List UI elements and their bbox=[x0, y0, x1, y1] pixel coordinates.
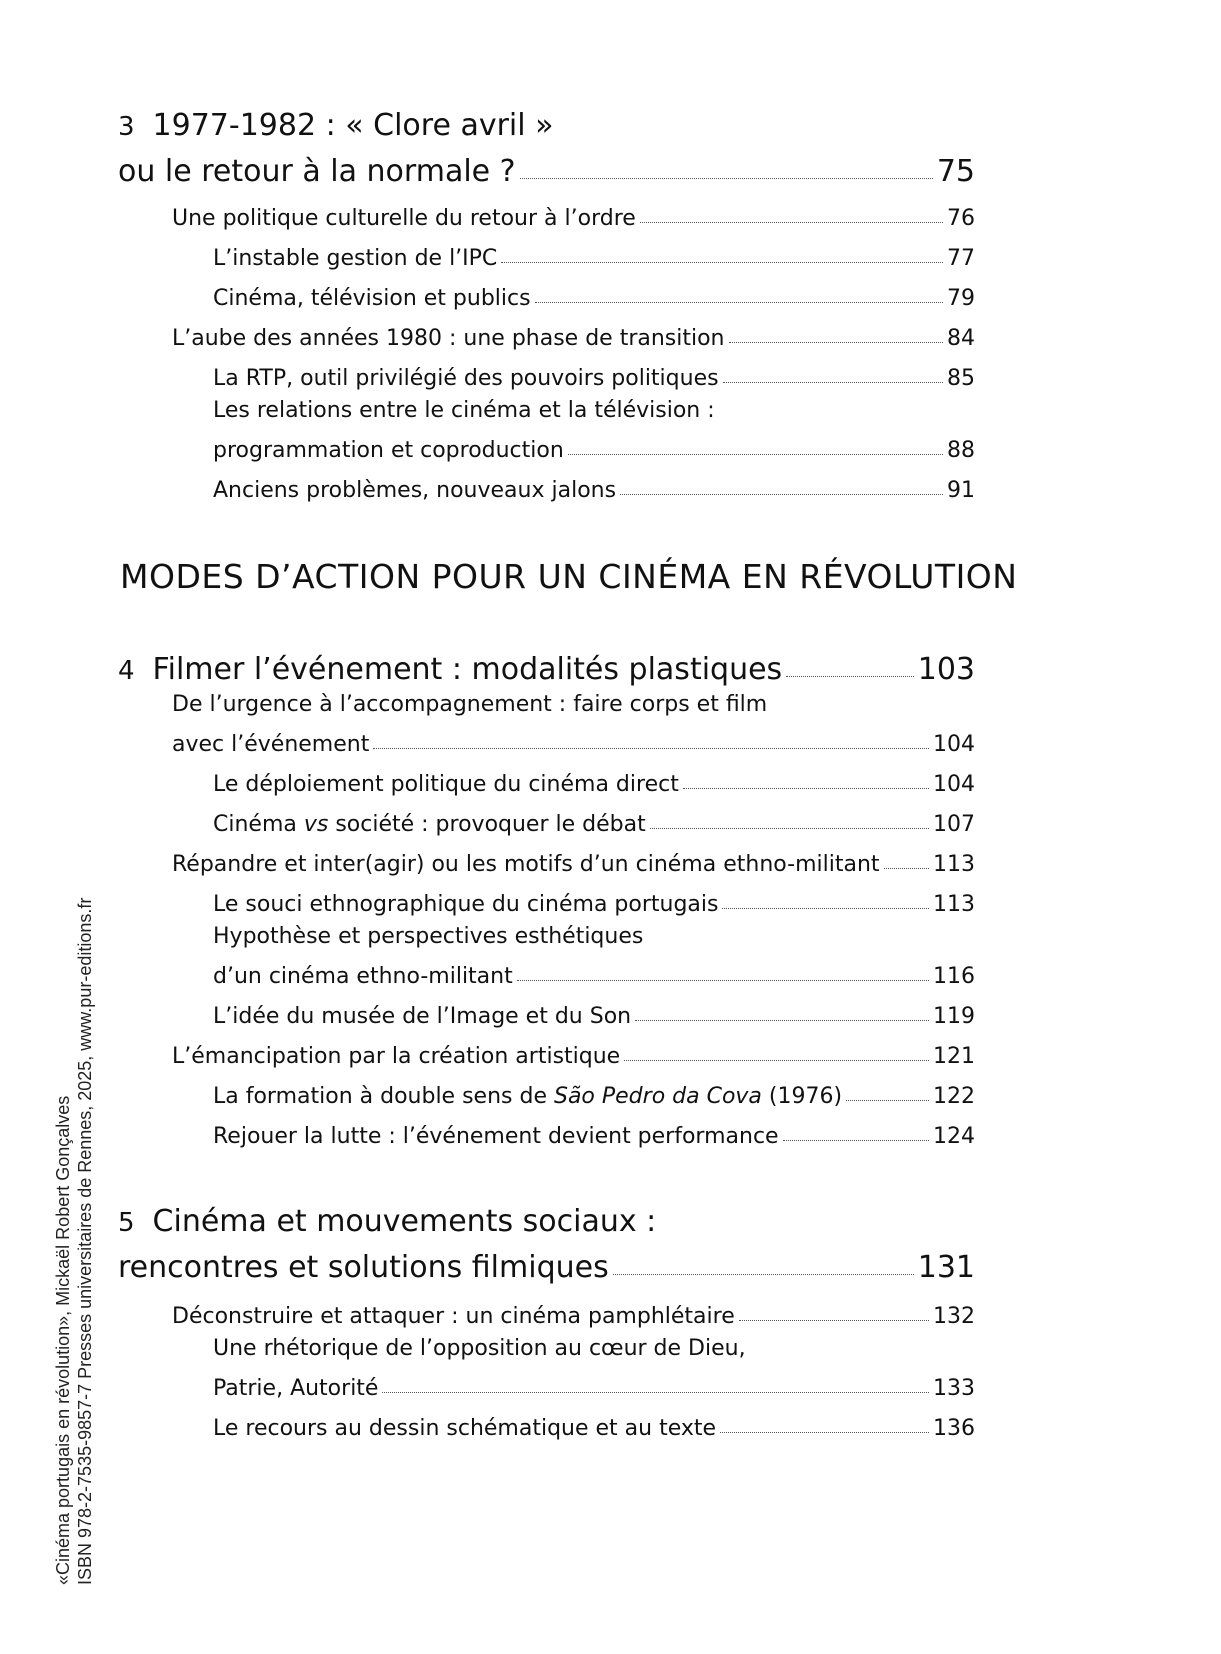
dot-leader bbox=[635, 1020, 929, 1021]
dot-leader bbox=[846, 1100, 929, 1101]
entry-title-line2: Patrie, Autorité bbox=[213, 1376, 379, 1401]
entry-title: Une politique culturelle du retour à l’ordre bbox=[172, 206, 636, 231]
chapter-number: 5 bbox=[118, 1208, 135, 1238]
dot-leader bbox=[517, 980, 929, 981]
dot-leader bbox=[783, 1140, 929, 1141]
side-note-line1: «Cinéma portugais en révolution», Mickaël Robert Gonçalves bbox=[53, 1095, 73, 1585]
entry-title: La formation à double sens de São Pedro da Cova (1976) bbox=[213, 1084, 843, 1109]
page-number: 122 bbox=[933, 1084, 975, 1109]
entry-title: Le déploiement politique du cinéma direct bbox=[213, 772, 679, 797]
page-number: 132 bbox=[933, 1304, 975, 1329]
page-number: 124 bbox=[933, 1124, 975, 1149]
toc-entry[interactable] bbox=[172, 1304, 975, 1329]
toc-entry[interactable] bbox=[172, 326, 975, 351]
page-number: 91 bbox=[947, 478, 975, 503]
toc-entry[interactable] bbox=[213, 438, 975, 463]
page-number: 76 bbox=[947, 206, 975, 231]
chapter-title-line2: rencontres et solutions filmiques bbox=[118, 1250, 609, 1285]
toc-entry[interactable] bbox=[172, 732, 975, 757]
chapter-5-title-line[interactable] bbox=[118, 1250, 975, 1285]
toc-entry[interactable] bbox=[172, 1044, 975, 1069]
toc-entry[interactable] bbox=[172, 852, 975, 877]
entry-title: L’idée du musée de l’Image et du Son bbox=[213, 1004, 632, 1029]
entry-title-line2: avec l’événement bbox=[172, 732, 370, 757]
toc-entry[interactable] bbox=[213, 286, 975, 311]
page-number: 119 bbox=[933, 1004, 975, 1029]
dot-leader bbox=[650, 828, 929, 829]
page-number: 103 bbox=[917, 652, 975, 687]
dot-leader bbox=[723, 382, 943, 383]
chapter-title: Filmer l’événement : modalités plastiques bbox=[152, 652, 783, 687]
toc-entry[interactable] bbox=[213, 246, 975, 271]
page-number: 104 bbox=[933, 772, 975, 797]
entry-title: La RTP, outil privilégié des pouvoirs politiques bbox=[213, 366, 719, 391]
dot-leader bbox=[722, 908, 929, 909]
dot-leader bbox=[640, 222, 943, 223]
page-number: 85 bbox=[947, 366, 975, 391]
page-number: 75 bbox=[936, 154, 975, 189]
entry-title: Anciens problèmes, nouveaux jalons bbox=[213, 478, 617, 503]
entry-title-line1: De l’urgence à l’accompagnement : faire corps et film bbox=[172, 692, 768, 717]
chapter-title-line1: Cinéma et mouvements sociaux : bbox=[152, 1204, 657, 1239]
entry-title-line2: programmation et coproduction bbox=[213, 438, 564, 463]
chapter-number: 4 bbox=[118, 656, 135, 686]
toc-entry[interactable] bbox=[213, 1004, 975, 1029]
dot-leader bbox=[683, 788, 929, 789]
page-number: 79 bbox=[947, 286, 975, 311]
entry-title-line1: Les relations entre le cinéma et la télévision : bbox=[213, 398, 715, 423]
page-number: 104 bbox=[933, 732, 975, 757]
toc-entry[interactable] bbox=[213, 892, 975, 917]
toc-entry[interactable] bbox=[213, 478, 975, 503]
part-title: MODES D’ACTION POUR UN CINÉMA EN RÉVOLUTION bbox=[120, 557, 1018, 596]
entry-title-line1: Hypothèse et perspectives esthétiques bbox=[213, 924, 644, 949]
dot-leader bbox=[739, 1320, 929, 1321]
entry-title: Cinéma, télévision et publics bbox=[213, 286, 531, 311]
dot-leader bbox=[535, 302, 943, 303]
chapter-4-heading[interactable] bbox=[118, 652, 975, 687]
page-number: 136 bbox=[933, 1416, 975, 1441]
chapter-title-line1: 1977-1982 : « Clore avril » bbox=[152, 108, 554, 143]
entry-title: Répandre et inter(agir) ou les motifs d’un cinéma ethno-militant bbox=[172, 852, 880, 877]
entry-title-line2: d’un cinéma ethno-militant bbox=[213, 964, 513, 989]
chapter-5-heading bbox=[118, 1204, 656, 1239]
page-number: 133 bbox=[933, 1376, 975, 1401]
toc-entry[interactable] bbox=[213, 1376, 975, 1401]
page-number: 113 bbox=[933, 852, 975, 877]
page-number: 121 bbox=[933, 1044, 975, 1069]
chapter-number: 3 bbox=[118, 112, 135, 142]
toc-entry[interactable] bbox=[213, 1124, 975, 1149]
page-number: 116 bbox=[933, 964, 975, 989]
entry-title: Cinéma vs société : provoquer le débat bbox=[213, 812, 646, 837]
toc-entry[interactable] bbox=[213, 812, 975, 837]
toc-entry[interactable] bbox=[213, 366, 975, 391]
chapter-title-line2: ou le retour à la normale ? bbox=[118, 154, 516, 189]
entry-title: Rejouer la lutte : l’événement devient performance bbox=[213, 1124, 779, 1149]
dot-leader bbox=[624, 1060, 929, 1061]
dot-leader bbox=[520, 178, 933, 179]
entry-title: Le recours au dessin schématique et au texte bbox=[213, 1416, 717, 1441]
entry-title: L’émancipation par la création artistique bbox=[172, 1044, 621, 1069]
toc-entry[interactable] bbox=[172, 206, 975, 231]
chapter-3-title-line[interactable] bbox=[118, 154, 975, 189]
toc-entry[interactable] bbox=[213, 772, 975, 797]
dot-leader bbox=[382, 1392, 929, 1393]
copyright-side-note bbox=[52, 898, 96, 1585]
page-number: 88 bbox=[947, 438, 975, 463]
entry-title-line1: Une rhétorique de l’opposition au cœur de Dieu, bbox=[213, 1336, 746, 1361]
entry-title: L’instable gestion de l’IPC bbox=[213, 246, 498, 271]
dot-leader bbox=[786, 676, 914, 677]
page-number: 107 bbox=[933, 812, 975, 837]
toc-entry[interactable] bbox=[213, 1084, 975, 1109]
dot-leader bbox=[884, 868, 929, 869]
entry-title: Le souci ethnographique du cinéma portugais bbox=[213, 892, 719, 917]
toc-entry[interactable] bbox=[213, 964, 975, 989]
dot-leader bbox=[613, 1274, 914, 1275]
chapter-3-heading bbox=[118, 108, 553, 143]
dot-leader bbox=[729, 342, 943, 343]
dot-leader bbox=[373, 748, 929, 749]
toc-entry[interactable] bbox=[213, 1416, 975, 1441]
dot-leader bbox=[568, 454, 943, 455]
entry-title: Déconstruire et attaquer : un cinéma pamphlétaire bbox=[172, 1304, 735, 1329]
page-number: 131 bbox=[917, 1250, 975, 1285]
entry-title: L’aube des années 1980 : une phase de transition bbox=[172, 326, 725, 351]
side-note-line2: ISBN 978-2-7535-9857-7 Presses universitaires de Rennes, 2025, www.pur-editions.fr bbox=[75, 897, 95, 1585]
dot-leader bbox=[501, 262, 943, 263]
page-number: 113 bbox=[933, 892, 975, 917]
page-number: 77 bbox=[947, 246, 975, 271]
dot-leader bbox=[620, 494, 943, 495]
dot-leader bbox=[720, 1432, 929, 1433]
page-number: 84 bbox=[947, 326, 975, 351]
